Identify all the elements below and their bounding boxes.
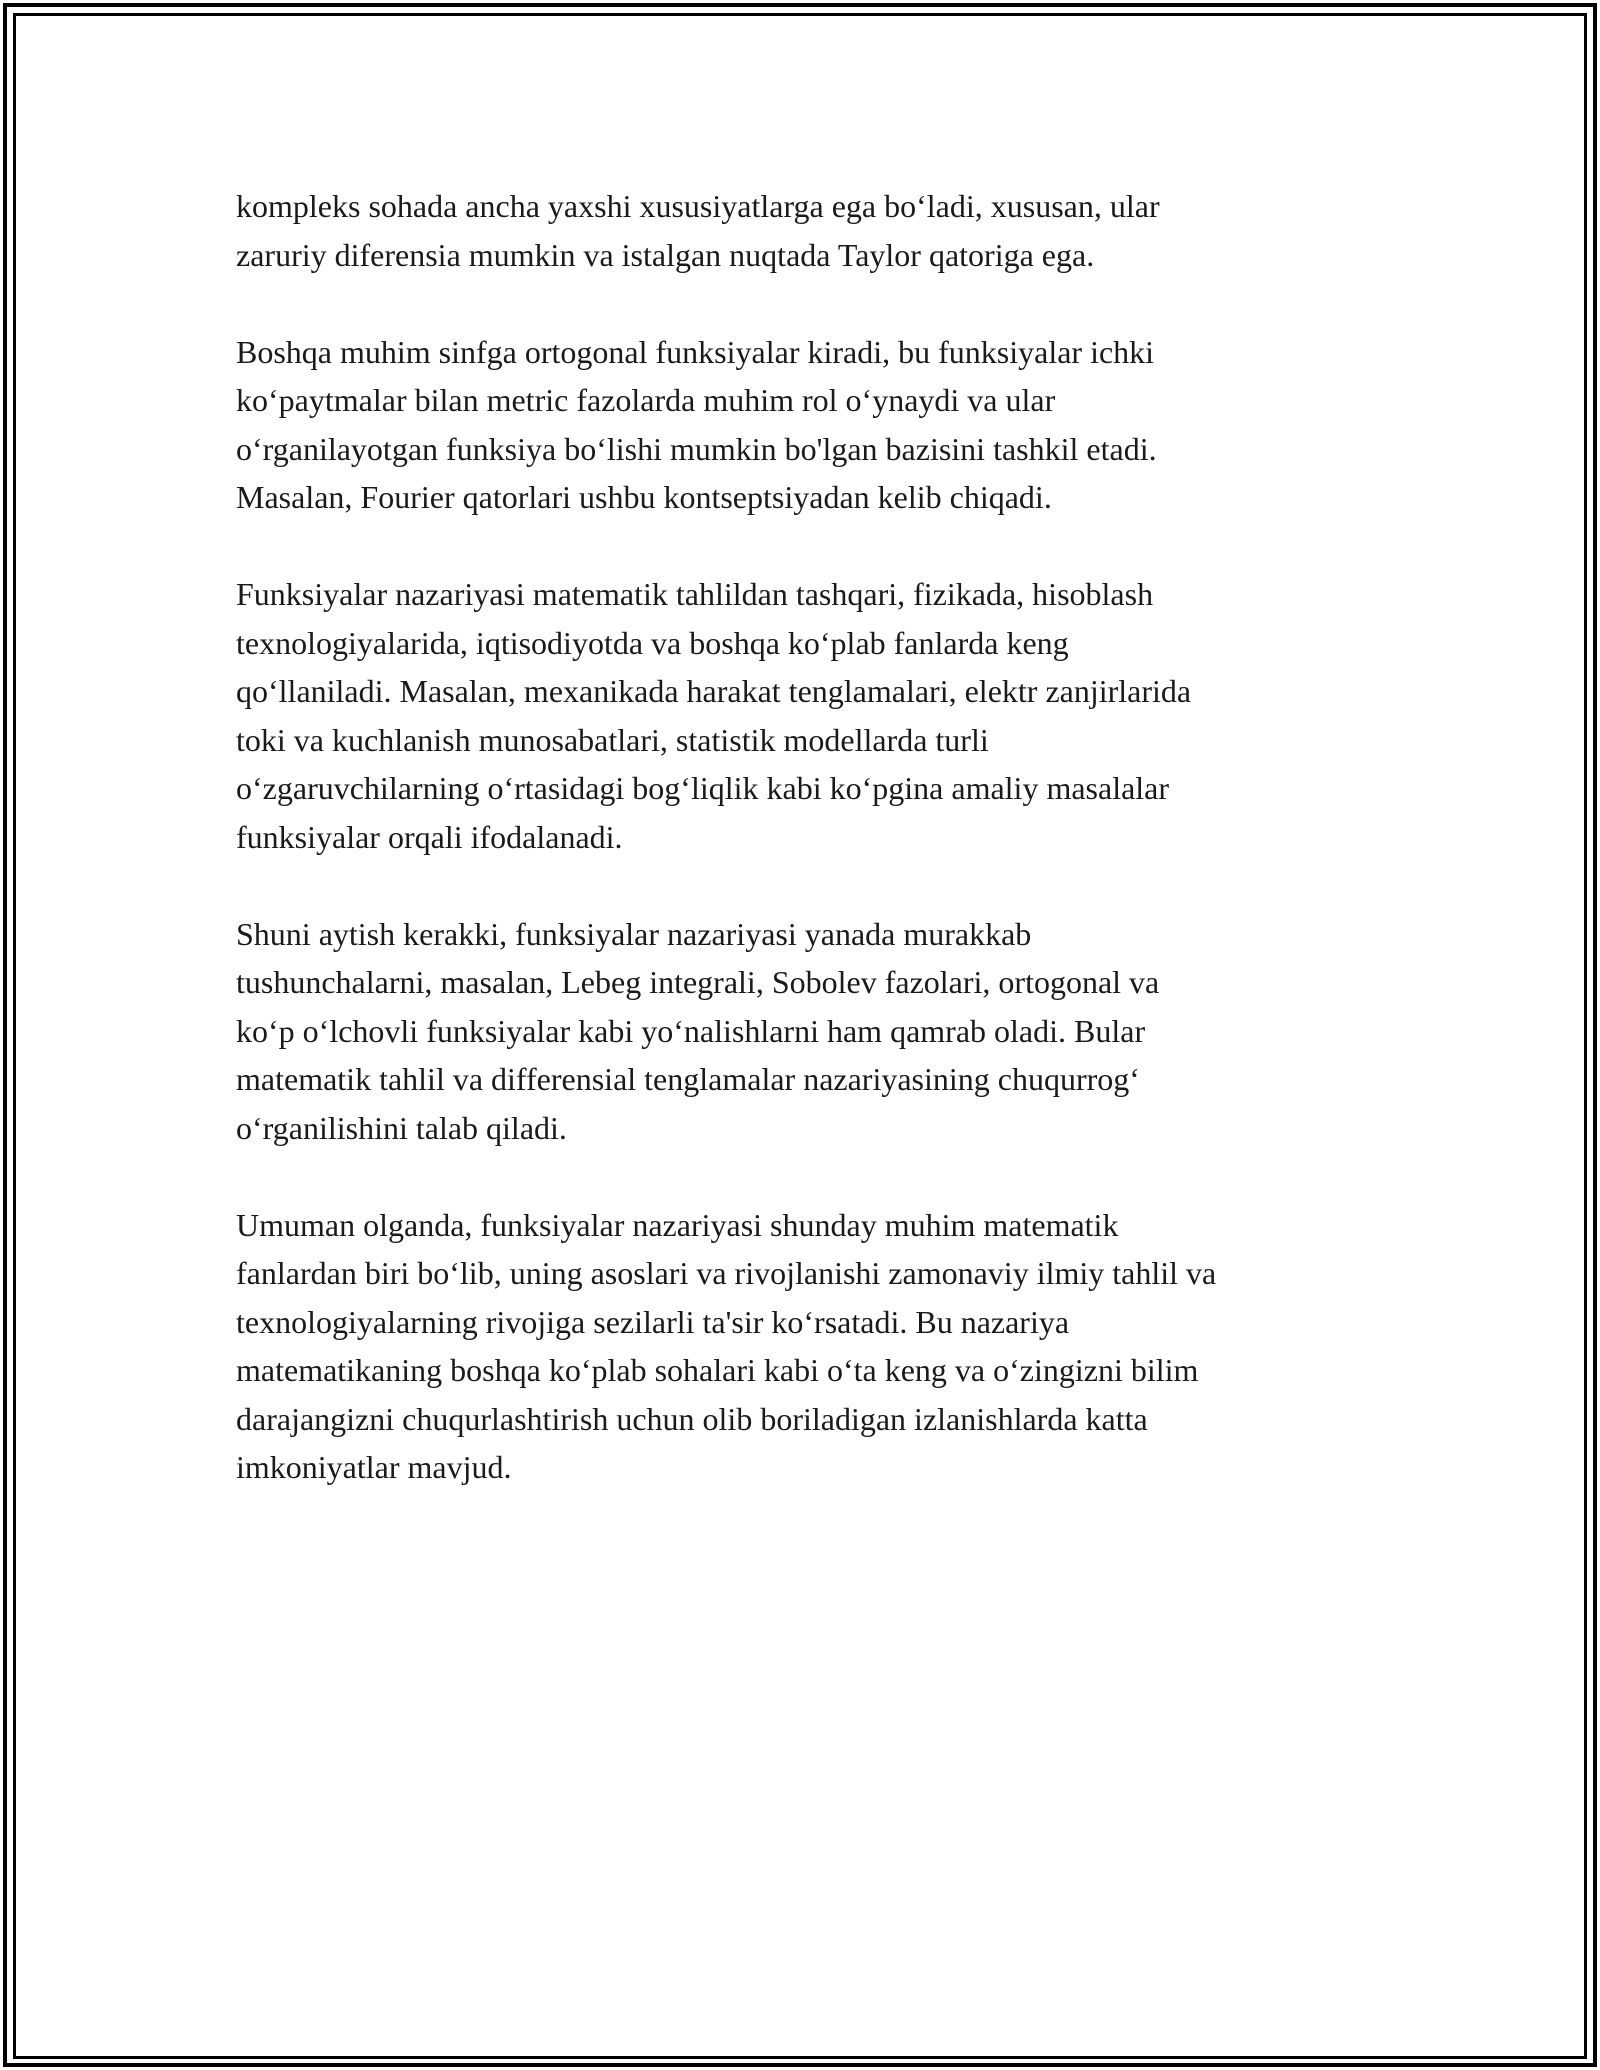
- paragraph-2: [236, 328, 1386, 522]
- document-body: [236, 182, 1386, 1540]
- text-line: o‘rganilishini talab qiladi.: [236, 1109, 567, 1146]
- text-line: Masalan, Fourier qatorlari ushbu kontseptsiyadan kelib chiqadi.: [236, 479, 1052, 515]
- paragraph-3: [236, 570, 1386, 861]
- text-line: o‘rganilayotgan funksiya bo‘lishi mumkin bo'lgan bazisini tashkil etadi.: [236, 430, 1157, 467]
- text-line: Umuman olganda, funksiyalar nazariyasi shunday muhim matematik: [236, 1206, 1119, 1243]
- text-line: Shuni aytish kerakki, funksiyalar nazariyasi yanada murakkab: [236, 915, 1032, 952]
- text-line: ko‘p o‘lchovli funksiyalar kabi yo‘nalishlarni ham qamrab oladi. Bular: [236, 1012, 1146, 1049]
- text-line: qo‘llaniladi. Masalan, mexanikada harakat tenglamalari, elektr zanjirlarida: [236, 673, 1192, 709]
- text-line: tushunchalarni, masalan, Lebeg integrali, Sobolev fazolari, ortogonal va: [236, 964, 1160, 1000]
- text-line: toki va kuchlanish munosabatlari, statistik modellarda turli: [236, 721, 989, 758]
- text-line: matematik tahlil va differensial tenglamalar nazariyasining chuqurrog‘: [236, 1061, 1140, 1097]
- paragraph-1: [236, 182, 1386, 279]
- text-line: imkoniyatlar mavjud.: [236, 1449, 512, 1485]
- text-line: Boshqa muhim sinfga ortogonal funksiyalar kiradi, bu funksiyalar ichki: [236, 333, 1155, 370]
- text-line: fanlardan biri bo‘lib, uning asoslari va rivojlanishi zamonaviy ilmiy tahlil va: [236, 1255, 1217, 1291]
- paragraph-5: [236, 1201, 1386, 1492]
- paragraph-4: [236, 910, 1386, 1153]
- text-line: Funksiyalar nazariyasi matematik tahlildan tashqari, fizikada, hisoblash: [236, 576, 1154, 612]
- text-line: matematikaning boshqa ko‘plab sohalari kabi o‘ta keng va o‘zingizni bilim: [236, 1352, 1199, 1388]
- text-line: o‘zgaruvchilarning o‘rtasidagi bog‘liqlik kabi ko‘pgina amaliy masalalar: [236, 770, 1170, 806]
- text-line: kompleks sohada ancha yaxshi xususiyatlarga ega bo‘ladi, xususan, ular: [236, 188, 1160, 224]
- text-line: zaruriy diferensia mumkin va istalgan nuqtada Taylor qatoriga ega.: [236, 236, 1095, 273]
- text-line: funksiyalar orqali ifodalanadi.: [236, 818, 623, 855]
- text-line: texnologiyalarida, iqtisodiyotda va boshqa ko‘plab fanlarda keng: [236, 624, 1069, 661]
- text-line: ko‘paytmalar bilan metric fazolarda muhim rol o‘ynaydi va ular: [236, 382, 1056, 418]
- text-line: texnologiyalarning rivojiga sezilarli ta'sir ko‘rsatadi. Bu nazariya: [236, 1303, 1070, 1340]
- text-line: darajangizni chuqurlashtirish uchun olib boriladigan izlanishlarda katta: [236, 1400, 1148, 1437]
